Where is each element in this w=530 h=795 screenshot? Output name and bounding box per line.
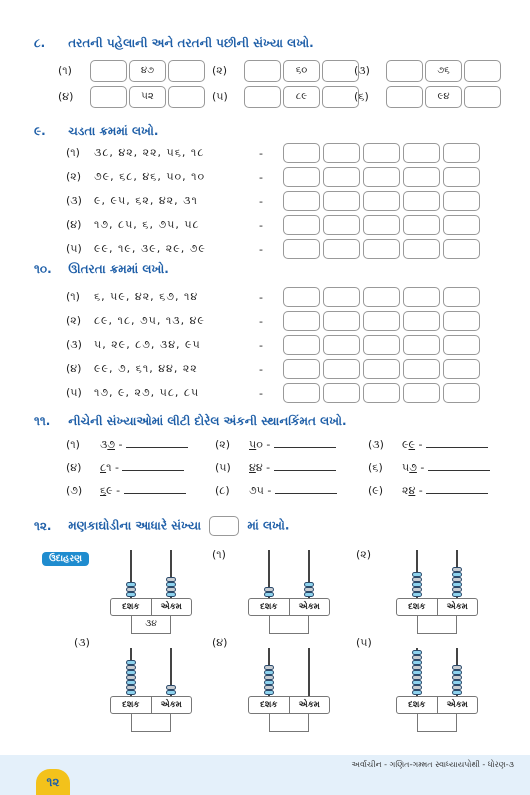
- ones-label: એકમ: [160, 602, 182, 612]
- q10-answer-box[interactable]: [363, 383, 400, 403]
- q11-digit: ૦: [256, 438, 263, 451]
- q11-item-label: (૯): [368, 484, 384, 497]
- q11-underlined-digit: ૭: [107, 438, 115, 451]
- q9-answer-box[interactable]: [443, 191, 480, 211]
- q11-underlined-digit: ૪: [408, 484, 416, 497]
- q11-underlined-digit: ૮: [100, 461, 107, 474]
- q8-item: [212, 60, 361, 82]
- q10-answer-box[interactable]: [323, 359, 360, 379]
- q9-answer-box[interactable]: [363, 167, 400, 187]
- q10-dash: -: [259, 314, 263, 328]
- q9-dash: -: [259, 218, 263, 232]
- q9-answer-box[interactable]: [403, 215, 440, 235]
- q10-row-label: (૫): [66, 386, 82, 399]
- bead: [166, 690, 176, 695]
- q10-row: [66, 383, 483, 405]
- q11-title: નીચેની સંખ્યાઓમાં લીટી દોરેલ અંકની સ્થાનકિંમત લખો.: [68, 414, 347, 428]
- bead: [412, 690, 422, 695]
- q9-answer-box[interactable]: [443, 167, 480, 187]
- q9-answer-box[interactable]: [403, 239, 440, 259]
- abacus-answer-box[interactable]: [417, 714, 457, 732]
- bead: [264, 690, 274, 695]
- q10-answer-box[interactable]: [323, 311, 360, 331]
- q8-given-number: ૮૯: [283, 86, 320, 108]
- bead: [452, 665, 462, 670]
- q11-item: [66, 438, 188, 452]
- abacus: [396, 648, 478, 728]
- q10-answer-box[interactable]: [363, 287, 400, 307]
- tens-label: દશક: [111, 599, 152, 615]
- q11-dash: -: [263, 484, 275, 497]
- q8-after-box[interactable]: [168, 86, 205, 108]
- bead: [264, 670, 274, 675]
- q8-before-box[interactable]: [244, 60, 281, 82]
- q10-answer-box[interactable]: [403, 287, 440, 307]
- q8-item: [354, 86, 503, 108]
- q11-digit: ૯: [402, 438, 409, 451]
- q10-row-numbers: ૫, ૨૯, ૮૭, ૩૪, ૯૫: [94, 338, 201, 351]
- q9-answer-box[interactable]: [403, 167, 440, 187]
- q11-heading: [34, 414, 347, 429]
- q11-answer-line[interactable]: [426, 438, 488, 448]
- abacus-base: [248, 598, 330, 616]
- q8-after-box[interactable]: [464, 60, 501, 82]
- bead: [452, 680, 462, 685]
- bead: [412, 592, 422, 597]
- tens-label: દશક: [111, 697, 152, 713]
- q11-item: [368, 461, 490, 475]
- q8-item-label: (૫): [212, 90, 228, 103]
- bead: [264, 665, 274, 670]
- q9-row: [66, 215, 483, 237]
- q10-answer-box[interactable]: [443, 311, 480, 331]
- q10-title: ઊતરતા ક્રમમાં લખો.: [68, 262, 169, 276]
- q10-answer-box[interactable]: [363, 335, 400, 355]
- q11-item: [215, 438, 336, 452]
- q11-answer-line[interactable]: [426, 484, 488, 494]
- bead: [452, 587, 462, 592]
- abacus-answer-box[interactable]: [269, 616, 309, 634]
- q10-dash: -: [259, 290, 263, 304]
- q9-dash: -: [259, 170, 263, 184]
- q9-answer-box[interactable]: [323, 215, 360, 235]
- q9-answer-box[interactable]: [363, 215, 400, 235]
- q11-underlined-digit: ૪: [249, 461, 256, 474]
- bead: [452, 592, 462, 597]
- q9-answer-box[interactable]: [283, 215, 320, 235]
- q10-answer-box[interactable]: [323, 383, 360, 403]
- q9-answer-box[interactable]: [363, 143, 400, 163]
- q9-answer-box[interactable]: [323, 239, 360, 259]
- abacus-label: (૧): [212, 548, 226, 561]
- bead: [126, 670, 136, 675]
- q10-row-numbers: ૯૯, ૭, ૬૧, ૪૪, ૨૨: [94, 362, 198, 375]
- q11-item-label: (૮): [215, 484, 230, 497]
- abacus-answer-box[interactable]: [269, 714, 309, 732]
- q10-answer-box[interactable]: [283, 383, 320, 403]
- q11-dash: -: [415, 438, 426, 451]
- q10-dash: -: [259, 362, 263, 376]
- q10-row: [66, 359, 483, 381]
- q9-answer-box[interactable]: [323, 167, 360, 187]
- bead: [126, 587, 136, 592]
- q8-item-label: (૨): [212, 64, 228, 77]
- q11-item: [66, 484, 186, 498]
- q9-row-label: (૪): [66, 218, 82, 231]
- q9-dash: -: [259, 242, 263, 256]
- q11-item: [368, 484, 488, 498]
- q11-dash: -: [416, 461, 428, 474]
- q12-inline-box: [209, 516, 239, 536]
- q10-dash: -: [259, 386, 263, 400]
- q10-answer-box[interactable]: [363, 359, 400, 379]
- abacus-answer-box[interactable]: [417, 616, 457, 634]
- q10-dash: -: [259, 338, 263, 352]
- q11-item: [368, 438, 488, 452]
- q9-answer-box[interactable]: [403, 143, 440, 163]
- bead: [452, 572, 462, 577]
- q11-dash: -: [262, 461, 274, 474]
- bead: [304, 592, 314, 597]
- bead: [452, 690, 462, 695]
- q9-dash: -: [259, 146, 263, 160]
- ones-label: એકમ: [298, 602, 320, 612]
- bead: [452, 685, 462, 690]
- q9-number: ૯.: [34, 124, 46, 138]
- q8-item: [212, 86, 361, 108]
- q8-item-label: (૩): [354, 64, 370, 77]
- q11-underlined-digit: ૯: [408, 438, 416, 451]
- q8-before-box[interactable]: [386, 60, 423, 82]
- q11-dash: -: [112, 484, 124, 497]
- bead: [264, 592, 274, 597]
- q10-answer-box[interactable]: [323, 335, 360, 355]
- q10-row: [66, 287, 483, 309]
- bead: [126, 660, 136, 665]
- q10-answer-box[interactable]: [443, 287, 480, 307]
- q9-row-numbers: ૯૯, ૧૯, ૩૯, ૨૯, ૭૯: [94, 242, 206, 255]
- q11-item: [66, 461, 184, 475]
- q11-answer-line[interactable]: [122, 461, 184, 471]
- q11-number: ૧૧.: [34, 414, 51, 428]
- q10-row: [66, 311, 483, 333]
- bead: [452, 582, 462, 587]
- q11-item-label: (૫): [215, 461, 231, 474]
- q12-heading: [34, 516, 289, 536]
- q9-answer-box[interactable]: [363, 191, 400, 211]
- q9-title: ચડતા ક્રમમાં લખો.: [68, 124, 159, 138]
- bead: [264, 675, 274, 680]
- abacus-label: (૪): [212, 636, 228, 649]
- abacus-base: [110, 598, 192, 616]
- abacus-base: [396, 598, 478, 616]
- q9-row-label: (૫): [66, 242, 82, 255]
- q10-answer-box[interactable]: [283, 359, 320, 379]
- q10-row-label: (૧): [66, 290, 80, 303]
- bead: [166, 685, 176, 690]
- abacus: [110, 550, 192, 630]
- bead: [412, 582, 422, 587]
- abacus-label: (૫): [356, 636, 372, 649]
- q9-row: [66, 239, 483, 261]
- q9-row-label: (૧): [66, 146, 80, 159]
- q11-item-label: (૬): [368, 461, 383, 474]
- bead: [412, 680, 422, 685]
- bead: [126, 675, 136, 680]
- q11-item-label: (૩): [368, 438, 384, 451]
- bead: [412, 660, 422, 665]
- bead: [264, 587, 274, 592]
- q10-answer-box[interactable]: [283, 287, 320, 307]
- q10-answer-box[interactable]: [283, 311, 320, 331]
- q8-given-number: ૯૪: [425, 86, 462, 108]
- bead: [304, 587, 314, 592]
- q11-underlined-digit: ૫: [249, 438, 257, 451]
- q11-item-label: (૭): [66, 484, 83, 497]
- q9-row: [66, 167, 483, 189]
- q11-dash: -: [262, 438, 274, 451]
- q8-before-box[interactable]: [386, 86, 423, 108]
- q8-given-number: ૪૭: [129, 60, 166, 82]
- q8-item-label: (૬): [354, 90, 369, 103]
- bead: [412, 650, 422, 655]
- q11-answer-line[interactable]: [124, 484, 186, 494]
- q11-underlined-digit: ૬: [100, 484, 107, 497]
- abacus-label: (૨): [356, 548, 372, 561]
- q9-row-numbers: ૩૮, ૪૨, ૨૨, ૫૬, ૧૮: [94, 146, 205, 159]
- q8-after-box[interactable]: [464, 86, 501, 108]
- q11-item-label: (૪): [66, 461, 82, 474]
- tens-label: દશક: [249, 697, 290, 713]
- bead: [264, 685, 274, 690]
- bead: [412, 685, 422, 690]
- tens-label: દશક: [397, 599, 438, 615]
- ones-label: એકમ: [446, 700, 468, 710]
- bead: [452, 567, 462, 572]
- q11-answer-line[interactable]: [274, 461, 336, 471]
- q9-answer-box[interactable]: [283, 239, 320, 259]
- q10-answer-box[interactable]: [403, 383, 440, 403]
- bead: [452, 675, 462, 680]
- q10-answer-box[interactable]: [283, 335, 320, 355]
- q9-row-numbers: ૯, ૯૫, ૬૨, ૪૨, ૩૧: [94, 194, 198, 207]
- q11-item-label: (૧): [66, 438, 80, 451]
- bead: [452, 670, 462, 675]
- q9-answer-box[interactable]: [443, 239, 480, 259]
- page-number: ૧૨: [36, 769, 70, 795]
- bead: [412, 655, 422, 660]
- q8-item: [58, 60, 207, 82]
- q12-number: ૧૨.: [34, 518, 52, 533]
- q9-row-label: (૩): [66, 194, 82, 207]
- bead: [452, 577, 462, 582]
- q10-answer-box[interactable]: [403, 335, 440, 355]
- q9-answer-box[interactable]: [283, 167, 320, 187]
- q9-answer-box[interactable]: [283, 143, 320, 163]
- q8-given-number: ૬૦: [283, 60, 320, 82]
- bead: [412, 572, 422, 577]
- q10-answer-box[interactable]: [403, 311, 440, 331]
- bead: [126, 665, 136, 670]
- bead: [126, 685, 136, 690]
- q11-digit: ૪: [255, 461, 263, 474]
- abacus: [110, 648, 192, 728]
- q10-row: [66, 335, 483, 357]
- q12-title-before: મણકાઘોડીના આધારે સંખ્યા: [68, 518, 202, 533]
- abacus: [248, 550, 330, 630]
- q8-after-box[interactable]: [168, 60, 205, 82]
- q9-answer-box[interactable]: [283, 191, 320, 211]
- q11-dash: -: [114, 438, 126, 451]
- q10-row-numbers: ૧૭, ૯, ૨૭, ૫૮, ૮૫: [94, 386, 200, 399]
- q8-before-box[interactable]: [90, 60, 127, 82]
- bead: [412, 577, 422, 582]
- q8-before-box[interactable]: [244, 86, 281, 108]
- bead: [264, 680, 274, 685]
- q9-row: [66, 143, 483, 165]
- q11-dash: -: [111, 461, 123, 474]
- q9-row-numbers: ૧૭, ૮૫, ૬, ૭૫, ૫૮: [94, 218, 200, 231]
- q11-answer-line[interactable]: [274, 438, 336, 448]
- tens-label: દશક: [397, 697, 438, 713]
- q11-digit: ૭૫: [249, 484, 264, 497]
- q11-digit: ૯: [106, 484, 113, 497]
- q11-item: [215, 484, 337, 498]
- q8-given-number: ૫૨: [129, 86, 166, 108]
- q11-digit: ૧: [106, 461, 112, 474]
- ones-label: એકમ: [160, 700, 182, 710]
- abacus-base: [248, 696, 330, 714]
- abacus-answer-box: ૩૪: [131, 616, 171, 634]
- q8-heading: [34, 36, 314, 51]
- q9-answer-box[interactable]: [403, 191, 440, 211]
- bead: [126, 690, 136, 695]
- q8-number: ૮.: [34, 36, 46, 50]
- q9-row-numbers: ૭૯, ૬૮, ૪૬, ૫૦, ૧૦: [94, 170, 206, 183]
- bead: [412, 665, 422, 670]
- q8-item-label: (૧): [58, 64, 72, 77]
- bead: [126, 582, 136, 587]
- ones-label: એકમ: [298, 700, 320, 710]
- q11-digit: ૨: [402, 484, 409, 497]
- q10-answer-box[interactable]: [403, 359, 440, 379]
- q8-item: [354, 60, 503, 82]
- q11-item: [215, 461, 336, 475]
- q9-answer-box[interactable]: [323, 191, 360, 211]
- q11-underlined-digit: ૭: [409, 461, 417, 474]
- abacus: [396, 550, 478, 630]
- bead: [412, 587, 422, 592]
- q11-answer-line[interactable]: [428, 461, 490, 471]
- abacus-label: (૩): [74, 636, 90, 649]
- q10-row-label: (૨): [66, 314, 82, 327]
- q12-title-after: માં લખો.: [247, 518, 290, 533]
- q11-digit: ૩: [100, 438, 108, 451]
- q9-answer-box[interactable]: [443, 143, 480, 163]
- abacus-answer-box[interactable]: [131, 714, 171, 732]
- q8-given-number: ૭૬: [425, 60, 462, 82]
- q10-row-label: (૩): [66, 338, 82, 351]
- q8-title: તરતની પહેલાની અને તરતની પછીની સંખ્યા લખો.: [68, 36, 314, 50]
- q11-item-label: (૨): [215, 438, 231, 451]
- q10-answer-box[interactable]: [443, 335, 480, 355]
- q9-answer-box[interactable]: [363, 239, 400, 259]
- q10-number: ૧૦.: [34, 262, 52, 276]
- abacus-base: [396, 696, 478, 714]
- tens-label: દશક: [249, 599, 290, 615]
- q11-answer-line[interactable]: [275, 484, 337, 494]
- q11-dash: -: [415, 484, 427, 497]
- q10-answer-box[interactable]: [363, 311, 400, 331]
- bead: [412, 675, 422, 680]
- q9-answer-box[interactable]: [323, 143, 360, 163]
- q8-before-box[interactable]: [90, 86, 127, 108]
- bead: [166, 577, 176, 582]
- bead: [126, 592, 136, 597]
- example-tag: ઉદાહરણ: [42, 552, 89, 566]
- q9-dash: -: [259, 194, 263, 208]
- ones-label: એકમ: [446, 602, 468, 612]
- bead: [166, 582, 176, 587]
- q9-row-label: (૨): [66, 170, 82, 183]
- abacus-rod: [308, 648, 310, 696]
- bead: [412, 670, 422, 675]
- q9-heading: [34, 124, 158, 139]
- q8-item-label: (૪): [58, 90, 74, 103]
- footer-text: અર્વાચીન - ગણિત-ગમ્મત સ્વાધ્યાયપોથી - ધોરણ-૩: [351, 760, 514, 769]
- q9-answer-box[interactable]: [443, 215, 480, 235]
- q10-answer-box[interactable]: [443, 383, 480, 403]
- q10-answer-box[interactable]: [443, 359, 480, 379]
- q8-item: [58, 86, 207, 108]
- q10-heading: [34, 262, 169, 277]
- q10-row-numbers: ૬, ૫૯, ૪૨, ૬૭, ૧૪: [94, 290, 199, 303]
- q11-digit: ૫: [402, 461, 410, 474]
- bead: [166, 587, 176, 592]
- abacus: [248, 648, 330, 728]
- bead: [126, 680, 136, 685]
- abacus-base: [110, 696, 192, 714]
- q11-answer-line[interactable]: [126, 438, 188, 448]
- q10-row-numbers: ૮૯, ૧૮, ૭૫, ૧૩, ૪૯: [94, 314, 205, 327]
- q9-row: [66, 191, 483, 213]
- q10-row-label: (૪): [66, 362, 82, 375]
- bead: [304, 582, 314, 587]
- bead: [166, 592, 176, 597]
- q10-answer-box[interactable]: [323, 287, 360, 307]
